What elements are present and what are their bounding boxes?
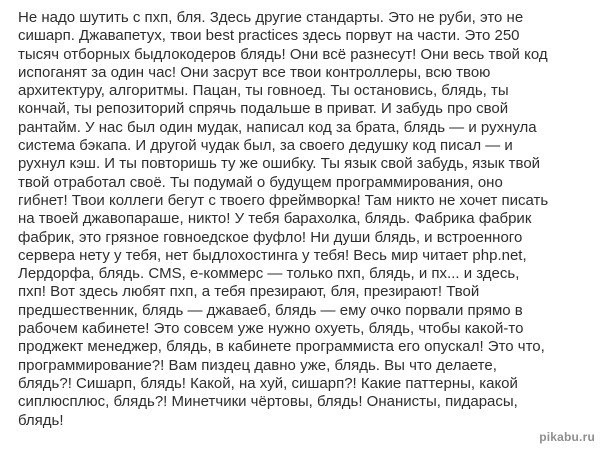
text-line: кончай, ты репозиторий спрячь подальше в приват. И забудь про свой [18,100,509,118]
text-line: сишарп. Джавапетух, твои best practices здесь порвут на части. Это 250 [18,27,520,45]
text-line: тысяч отборных быдлокодеров блядь! Они всё разнесут! Они весь твой код [18,45,548,63]
text-line: система бэкапа. И другой чудак был, за своего дедушку код писал — и [18,137,513,155]
meme-text-block [18,9,590,430]
watermark-pikabu: pikabu.ru [539,430,595,444]
text-line: сиплюсплюс, блядь?! Минетчики чёртовы, блядь! Онанисты, пидарасы, [18,393,518,411]
text-line: на твоей джавопараше, никто! У тебя барахолка, блядь. Фабрика фабрик [18,210,532,228]
text-line: рухнул кэш. И ты повторишь ту же ошибку. Ты язык свой забудь, язык твой [18,155,541,173]
text-line: предшественник, блядь — джаваеб, блядь — ему очко порвали прямо в [18,301,523,319]
text-line: блядь! [18,411,64,429]
text-line: проджект менеджер, блядь, в кабинете программиста его опускал! Это что, [18,338,545,356]
text-line: сервера нету у тебя, нет быдлохостинга у тебя! Весь мир читает php.net, [18,246,527,264]
text-line: Лердорфа, блядь. CMS, е-коммерс — только пхп, блядь, и пх... и здесь, [18,265,520,283]
text-line: архитектуру, алгоритмы. Пацан, ты говноед. Ты остановись, блядь, ты [18,82,509,100]
text-line: программирование?! Вам пиздец давно уже, блядь. Вы что делаете, [18,356,497,374]
text-line: блядь?! Сишарп, блядь! Какой, на хуй, сишарп?! Какие паттерны, какой [18,374,518,392]
text-line: твой отработал своё. Ты подумай о будущем программирования, оно [18,173,503,191]
text-line: пхп! Вот здесь любят пхп, а тебя презирают, бля, презирают! Твой [18,283,480,301]
text-line: рантайм. У нас был один мудак, написал код за брата, блядь — и рухнула [18,118,537,136]
text-line: фабрик, это грязное говноедское фуфло! Ни души блядь, и встроенного [18,228,523,246]
text-line: Не надо шутить с пхп, бля. Здесь другие стандарты. Это не руби, это не [18,9,524,26]
text-line: испоганят за один час! Они засрут все твои контроллеры, всю твою [18,63,491,81]
text-line: рабочем кабинете! Это совсем уже нужно охуеть, блядь, чтобы какой-то [18,320,524,338]
text-line: гибнет! Твои коллеги бегут с твоего фреймворка! Там никто не хочет писать [18,191,549,209]
